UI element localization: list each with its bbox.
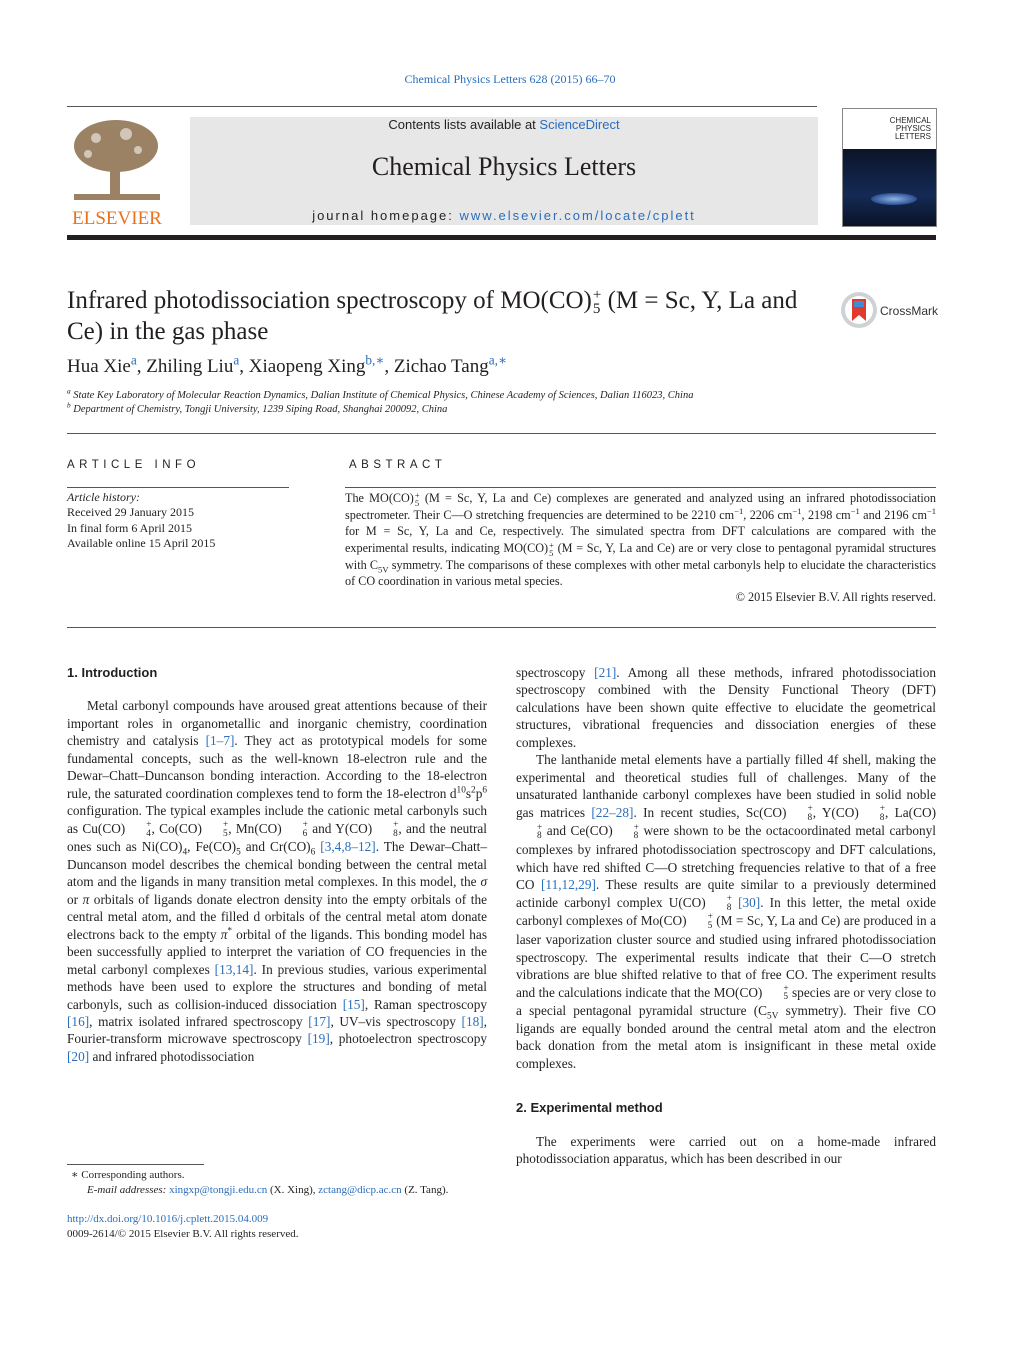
affiliation: $^b$ Department of Chemistry, Tongji University, 1239 Siping Road, Shanghai 200092, China xyxy=(67,400,448,415)
author-affiliation-mark[interactable]: a xyxy=(130,352,137,368)
contents-line: Contents lists available at ScienceDirect xyxy=(388,117,620,132)
abstract-text: The MO(CO) + 5 (M = Sc, Y, La and Ce) complexes are generated and analyzed using an infrared photodissociation spectrometer. Their C—O stretching frequencies are determined to be 2210 $cm^{-1}$, 2206 $cm^{-1}$, 2198 $cm^{-1}$ and 2196 $cm^{-1}$ for M = Sc, Y, La and Ce, respectively. The simulated spectra from DFT calculations are compared with the experimental results, indicating MO(CO) + 5 (M = Sc, Y, La and Ce) are or very close to pentagonal pyramidal structures with $C_{5V}$ symmetry. The comparisons of these complexes with other metal carbonyls help to elucidate the characteristics of CO coordination in various metal species. © 2015 Elsevier B.V. All rights reserved. xyxy=(345,490,936,604)
author-affiliation-mark[interactable]: a xyxy=(233,352,240,368)
citation-link[interactable]: [17] xyxy=(308,1013,331,1029)
article-info-rule xyxy=(67,487,289,488)
author-affiliation-mark[interactable]: a,∗ xyxy=(488,352,508,368)
journal-homepage: journal homepage: www.elsevier.com/locate/cplett xyxy=(312,208,696,223)
citation-link[interactable]: [16] xyxy=(67,1013,90,1029)
abstract-copyright: © 2015 Elsevier B.V. All rights reserved. xyxy=(735,590,936,604)
body-paragraph: Metal carbonyl compounds have aroused great attentions because of their important roles in organometallic and inorganic chemistry, coordination chemistry and catalysis [1–7]. They act as prototypical models for some fundamental concepts, such as the well-known 18-electron rule and the Dewar–Chatt–Duncanson bonding interaction. According to the 18-electron rule, the saturated coordination complexes tend to form the 18-electron $d^{10}s^2p^6$ configuration. The typical examples include the cationic metal carbonyls such as Cu(CO) + 4 , Co(CO) + 5 , Mn(CO) + 6 and Y(CO) + 8 , and the neutral ones such as $Ni(CO)_4$, $Fe(CO)_5$ and $Cr(CO)_6$ [3,4,8–12]. The Dewar–Chatt–Duncanson model describes the chemical bonding between the central metal atom and the ligands in many transition metal complexes. In this model, the σ or π orbitals of ligands donate electron density into the empty orbitals of the central metal atom, and the filled d orbitals of the central metal atom donate electrons back to the empty π* orbital of the ligands. This bonding model has been successfully applied to interpret the variation of CO frequencies in the metal carbonyl complexes [13,14]. In previous studies, various experimental methods have been used to explore the structures and bonding of metal carbonyls, such as collision-induced dissociation [15], Raman spectroscopy [16], matrix isolated infrared spectroscopy [17], UV–vis spectroscopy [18], Fourier-transform microwave spectroscopy [19], photoelectron spectroscopy [20] and infrared photodissociation xyxy=(67,698,488,1064)
sciencedirect-link[interactable]: ScienceDirect xyxy=(539,117,620,132)
section-heading-introduction: 1. Introduction xyxy=(67,665,158,680)
elsevier-logo xyxy=(66,116,168,228)
affiliation: $^a$ State Key Laboratory of Molecular Reaction Dynamics, Dalian Institute of Chemical Physics, Chinese Academy of Sciences, Dalian 116023, China xyxy=(67,386,694,401)
svg-text:CrossMark: CrossMark xyxy=(880,304,939,318)
author-name[interactable]: Zichao Tang xyxy=(393,356,489,377)
citation-link[interactable]: [11,12,29] xyxy=(541,877,596,893)
header-thick-rule xyxy=(67,235,936,240)
footnote-rule xyxy=(67,1164,204,1165)
right-column xyxy=(516,664,936,1168)
citation-link[interactable]: [13,14] xyxy=(214,961,254,977)
citation-link[interactable]: [19] xyxy=(307,1031,330,1047)
homepage-link[interactable]: www.elsevier.com/locate/cplett xyxy=(459,208,696,223)
article-history: Article history: Received 29 January 2015 In final form 6 April 2015 Available online 15 April 2015 xyxy=(67,490,216,551)
author-name[interactable]: Xiaopeng Xing xyxy=(248,356,366,377)
author-name[interactable]: Hua Xie xyxy=(67,356,131,377)
cover-title-line: CHEMICAL xyxy=(889,116,931,125)
citation-link[interactable]: [1–7] xyxy=(205,733,235,749)
abstract-rule xyxy=(345,487,936,488)
journal-reference[interactable]: Chemical Physics Letters 628 (2015) 66–70 xyxy=(404,72,616,86)
doi-block: http://dx.doi.org/10.1016/j.cplett.2015.04.009 0009-2614/© 2015 Elsevier B.V. All rights reserved. xyxy=(67,1213,299,1240)
body-paragraph: The experiments were carried out on a home-made infrared photodissociation apparatus, which has been described in our xyxy=(516,1133,936,1167)
citation-link[interactable]: [20] xyxy=(67,1048,90,1064)
citation-link[interactable]: [18] xyxy=(461,1013,484,1029)
header-rule xyxy=(67,106,817,107)
author-name[interactable]: Zhiling Liu xyxy=(146,356,234,377)
footnote: ∗ Corresponding authors. E-mail addresses: xingxp@tongji.edu.cn (X. Xing), zctang@dicp.ac.cn (Z. Tang). xyxy=(71,1169,449,1196)
email-link[interactable]: xingxp@tongji.edu.cn xyxy=(169,1184,268,1196)
crossmark-badge[interactable] xyxy=(840,291,940,331)
cover-title-line: PHYSICS xyxy=(895,124,931,133)
body-paragraph: The lanthanide metal elements have a partially filled 4f shell, making the experimental and theoretical studies full of challenges. Many of the unsaturated lanthanide carbonyl complexes have been studied in solid noble gas matrices [22–28]. In recent studies, Sc(CO) + 8 , Y(CO) + 8 , La(CO) + 8 and Ce(CO) + 8 were shown to be the octacoordinated metal carbonyl complexes by infrared photodissociation spectroscopy and DFT calculations, which have red shifted C—O stretching frequencies relative to that of a free CO [11,12,29]. These results are quite similar to a previously determined actinide carbonyl complex U(CO) + 8 [30]. In this letter, the metal oxide carbonyl complexes of Mo(CO) + 5 (M = Sc, Y, La and Ce) are produced in a laser vaporization cluster source and studied using infrared photodissociation spectroscopy. The experimental results indicate that their C—O stretch vibrations are blue shifted relative to that of free CO. The experiment results and the calculations indicate that the MO(CO) + 5 species are or very close to a special pentagonal pyramidal structure ($C_{5V}$ symmetry). Their five CO ligands are equally bonded around the central metal atom and the electron back donation from the metal atom is insignificant in these metal oxide complexes. xyxy=(516,752,937,1071)
section-rule xyxy=(67,627,936,628)
citation-link[interactable]: [3,4,8–12] xyxy=(320,839,376,855)
abstract-heading: ABSTRACT xyxy=(349,459,447,471)
article-info-heading: ARTICLE INFO xyxy=(67,459,201,471)
left-column xyxy=(67,664,487,1065)
article-title: Infrared photodissociation spectroscopy of MO(CO) + 5 (M = Sc, Y, La and Ce) in the gas phase xyxy=(67,287,798,345)
cover-title-line: LETTERS xyxy=(894,132,931,141)
citation-link[interactable]: [15] xyxy=(342,996,365,1012)
citation-link[interactable]: [22–28] xyxy=(591,804,634,820)
body-paragraph: spectroscopy [21]. Among all these methods, infrared photodissociation spectroscopy combined with the Density Functional Theory (DFT) calculations have been shown quite effective to elucidate the geometrical structures, vibrational frequencies and dissociation energies of these complexes. xyxy=(516,665,936,750)
email-link[interactable]: zctang@dicp.ac.cn xyxy=(318,1184,402,1196)
section-rule xyxy=(67,433,936,434)
journal-title: Chemical Physics Letters xyxy=(371,152,637,181)
svg-text:ELSEVIER: ELSEVIER xyxy=(72,208,162,228)
section-heading-experimental: 2. Experimental method xyxy=(516,1100,663,1116)
author-affiliation-mark[interactable]: b,∗ xyxy=(365,352,385,368)
citation-link[interactable]: [30] xyxy=(738,894,761,910)
doi-link[interactable]: http://dx.doi.org/10.1016/j.cplett.2015.04.009 xyxy=(67,1213,269,1225)
author-list: Hua Xie$^a$, Zhiling Liu$^a$, Xiaopeng Xing$^{b,∗}$, Zichao Tang$^{a,∗}$ xyxy=(67,352,508,377)
journal-cover[interactable] xyxy=(842,108,937,227)
citation-link[interactable]: [21] xyxy=(594,665,617,680)
